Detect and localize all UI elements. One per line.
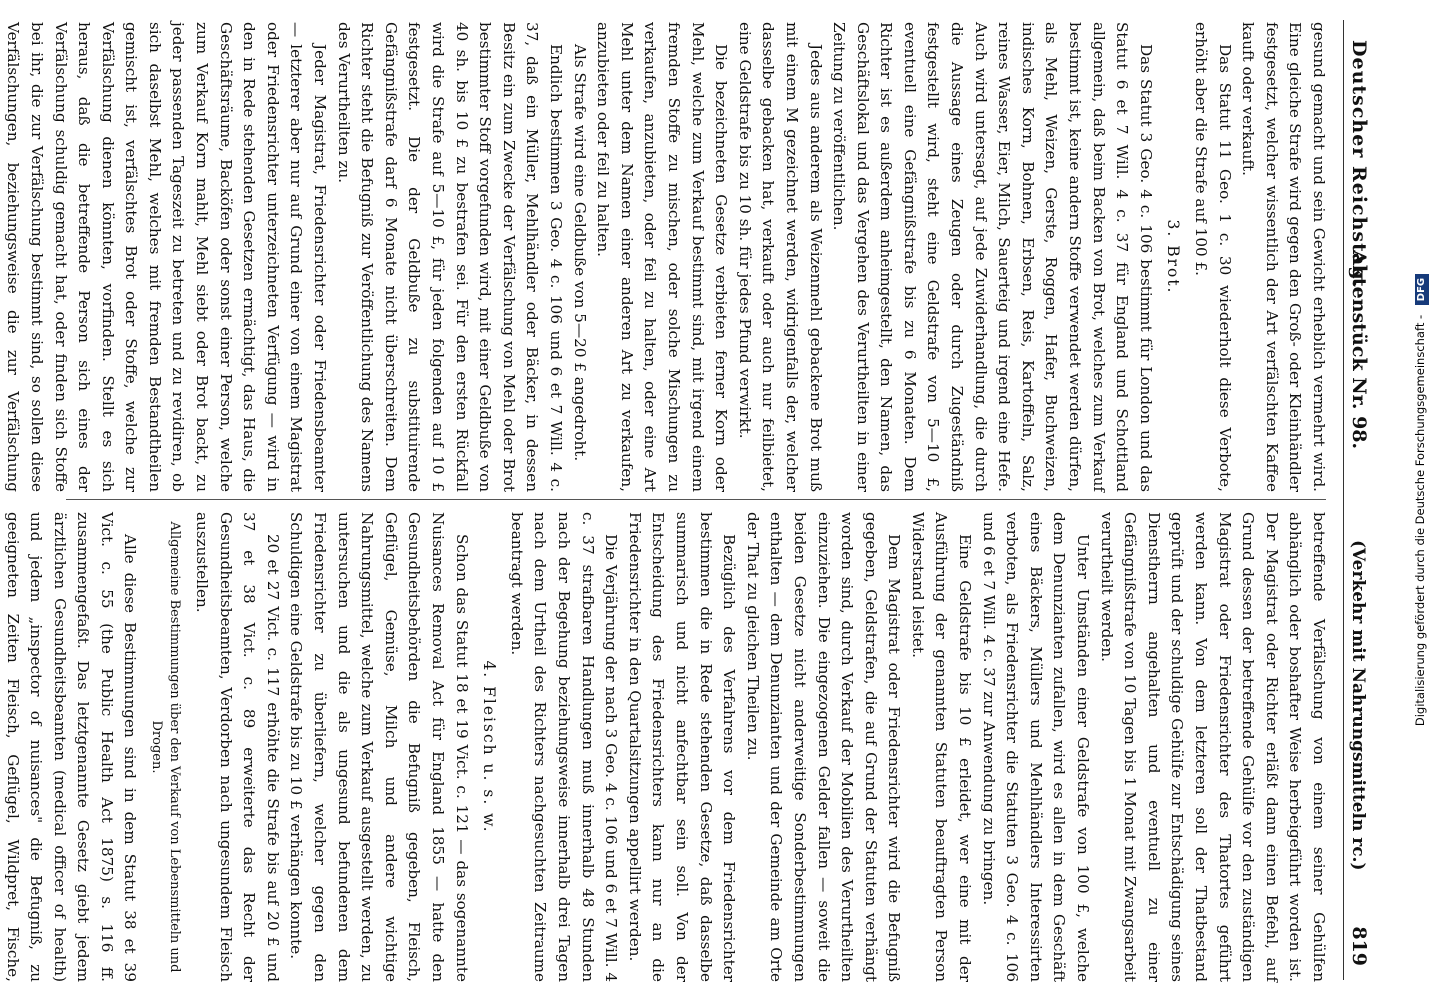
paragraph: Endlich bestimmen 3 Geo. 4 c. 106 und 6 et 7 Will. 4 c. 37, daß ein Müller, Mehlhändler oder Bäcker, in dessen Besitz ein zum Zwecke der Verfälschung von Mehl oder Brot bestimmter Stoff vorgefunden wird, mit einer Geldbuße von 40 sh. bis 10 £ zu bestrafen sei. Für den ersten Rückfall wird die Strafe auf 5—10 £, für jeden folgenden auf 10 £ festgesetzt. Die der Geldbuße zu substituirende Gefängnißstrafe darf 6 Monate nicht überschreiten. Dem Richter steht die Befugniß zur Veröffentlichung des Namens des Verurtheilten zu.	[334, 22, 565, 492]
paragraph: 20 et 27 Vict. c. 117 erhöhte die Strafe bis auf 20 £ und 37 et 38 Vict. c. 89 erweiterte das Recht der Gesundheitsbeamten, Verdorben nach ungesundem Fleisch auszustellen.	[193, 512, 282, 982]
subheading-note: Allgemeine Bestimmungen über den Verkauf von Lebensmitteln und Drogen.	[149, 521, 183, 973]
paragraph: Als Strafe wird eine Geldbuße von 5—20 £ angedroht.	[570, 44, 589, 462]
running-header	[1343, 20, 1376, 980]
paragraph: Das Statut 3 Geo. 4 c. 106 bestimmt für London und das Statut 6 et 7 Will. 4 c. 37 für England und Schottland allgemein, daß beim Backen von Brot, welches zum Verkauf bestimmt ist, keine andern Stoffe verwendet werden dürfen, als Mehl, Weizen, Gerste, Roggen, Hafer, Buchweizen, indisches Korn, Bohnen, Erbsen, Reis, Kartoffeln, Salz, reines Wasser, Eier, Milch, Sauerteig und irgend eine Hefe. Auch wird untersagt, auf jede Zuwiderhandlung, die durch die Aussage eines Zeugen oder durch Zugeständniß festgestellt wird, steht eine Geldstrafe von 5—10 £, eventuell eine Gefängnißstrafe bis zu 6 Monaten. Dem Richter ist es außerdem anheimgestellt, den Namen, das Geschäftslokal und das Vergehen des Verurtheilten in einer Zeitung zu veröffentlichen.	[830, 22, 1155, 492]
paragraph: Bezüglich des Verfahrens vor dem Friedensrichter bestimmen die in Rede stehenden Gesetze, daß dasselbe summarisch und nicht anfechtbar sein soll. Von der Entscheidung des Friedensrichters kann nur an die Friedensrichter in den Quartalsitzungen appellirt werden.	[625, 512, 739, 982]
paragraph: Alle diese Bestimmungen sind in dem Statut 38 et 39 Vict. c. 55 (the Public Health Act 1875) s. 116 ff. zusammengefaßt. Das letztgenannte Gesetz giebt jedem ärztlichen Gesundheitsbeamten (medical officer of health) und jedem „inspector of nuisances" die Befugniß, zu geeigneten Zeiten Fleisch, Geflügel, Wildpret, Fische,	[3, 512, 140, 982]
paragraph: gesund gemacht und sein Gewicht erheblich vermehrt wird. Eine gleiche Strafe wird gegen den Groß- oder Kleinhändler festgesetzt, welcher wissentlich der Art verfälschten Kaffee kauft oder verkauft.	[1239, 22, 1328, 492]
section-heading-brot: 3. Brot.	[1164, 219, 1183, 295]
paragraph: Eine Geldstrafe bis 10 £ erleidet, wer eine mit der Ausführung der genannten Statuten beauftragten Person Widerstand leistet.	[908, 512, 975, 982]
paragraph: Schon das Statut 18 et 19 Vict. c. 121 — das sogenannte Nuisances Removal Act für England 1855 — hatte den Gesundheitsbehörden die Befugniß gegeben, Fleisch, Geflügel, Gemüse, Milch und andere wichtige Nahrungsmittel, welche zum Verkauf ausgestellt werden, zu untersuchen und die als ungesund befundenen dem Friedensrichter zu überliefern, welcher gegen den Schuldigen eine Geldstrafe bis zu 10 £ verhängen konnte.	[287, 512, 471, 982]
column-divider	[66, 499, 1326, 500]
left-column	[0, 22, 1330, 492]
paragraph: Jeder Magistrat, Friedensrichter oder Friedensbeamter — letzterer aber nur auf Grund einer von einem Magistrat oder Friedensrichter unterzeichneten Verfügung — wird in den in Rede stehenden Gesetzen ermächtigt, das Haus, die Geschäftsräume, Backöfen oder sonst einer Person, welche zum Verkauf Korn mahlt, Mehl siebt oder Brot backt, zu jeder passenden Tageszeit zu betreten und zu revidiren, ob sich daselbst Mehl, welches mit fremden Bestandtheilen gemischt ist, verfälschtes Brot oder Stoffe, welche zur Verfälschung dienen könnten, vorfinden. Stellt es sich heraus, daß die betreffende Person sich eines der Verfälschung schuldig gemacht hat, oder finden sich Stoffe bei ihr, die zur Verfälschung bestimmt sind, so sollen diese Verfälschungen, beziehungsweise die zur Verfälschung	[4, 22, 330, 492]
paragraph: Die Verjährung der nach 3 Geo. 4 c. 106 und 6 et 7 Will. 4 c. 37 strafbaren Handlungen muß innerhalb 48 Stunden nach der Begehung beziehungsweise innerhalb drei Tagen nach dem Urtheil des Richters nachgesuchten Zeitraume beantragt werden.	[507, 512, 621, 982]
page-number: 819	[1348, 926, 1370, 966]
credit-text: Digitalisierung gefördert durch die Deutsche Forschungsgemeinschaft -	[1413, 314, 1427, 727]
paragraph: Das Statut 11 Geo. 1 c. 30 wiederholt diese Verbote, erhöht aber die Strafe auf 100 £.	[1192, 22, 1234, 492]
dfg-logo: DFG	[1415, 274, 1429, 305]
header-subject: (Verkehr mit Nahrungsmitteln rc.)	[1348, 540, 1368, 871]
header-title: Deutscher Reichstag.	[1348, 40, 1370, 289]
paragraph: Jedes aus anderem als Weizenmehl gebackene Brot muß mit einem M gezeichnet werden, widrigenfalls der, welcher dasselbe gebacken hat, verkauft oder auch nur feilbietet, eine Geldstrafe bis zu 10 sh. für jedes Pfund verwirkt.	[735, 22, 825, 492]
paragraph: Die bezeichneten Gesetze verbieten ferner Korn oder Mehl, welche zum Verkauf bestimmt sind, mit irgend einem fremden Stoffe zu mischen, oder solche Mischungen zu verkaufen, anzubieten, oder feil zu halten, oder eine Art Mehl unter dem Namen einer anderen Art zu verkaufen, anzubieten oder feil zu halten.	[594, 22, 731, 492]
header-issue: Aktenstück Nr. 98.	[1348, 250, 1370, 450]
scanned-page	[3, 0, 1416, 1000]
right-column	[0, 512, 1330, 982]
paragraph: Dem Magistrat oder Friedensrichter wird die Befugniß gegeben, Geldstrafen, die auf Grund der Statuten verhängt worden sind, durch Verkauf der Mobilien des Verurtheilten einzuziehen. Die eingezogenen Gelder fallen — soweit die beiden Gesetze nicht anderweitige Sonderbestimmungen enthalten — dem Denunzianten und der Gemeinde am Orte der That zu gleichen Theilen zu.	[743, 512, 904, 982]
paragraph: betreffende Verfälschung von einem seiner Gehülfen abhänglich oder boshafter Weise herbeigeführt worden ist. Der Magistrat oder Richter erläßt dann einen Befehl, auf Grund dessen der betreffende Gehülfe vor den zuständigen Magistrat oder Friedensrichter des Thatortes geführt werden kann. Von dem letzteren soll der Thatbestand geprüft und der schuldige Gehülfe zur Entschädigung seines Dienstherrn angehalten und eventuell zu einer Gefängnißstrafe von 10 Tagen bis 1 Monat mit Zwangsarbeit verurtheilt werden.	[1097, 512, 1328, 982]
section-heading-fleisch: 4. Fleisch u. s. w.	[480, 660, 499, 834]
paragraph: Unter Umständen einer Geldstrafe von 100 £, welche dem Denunzianten zufallen, wird es allen in dem Geschäft eines Bäckers, Müllers und Mehlhändlers Interessirten verboten, als Friedensrichter die Statuten 3 Geo. 4 c. 106 und 6 et 7 Will. 4 c. 37 zur Anwendung zu bringen.	[979, 512, 1093, 982]
